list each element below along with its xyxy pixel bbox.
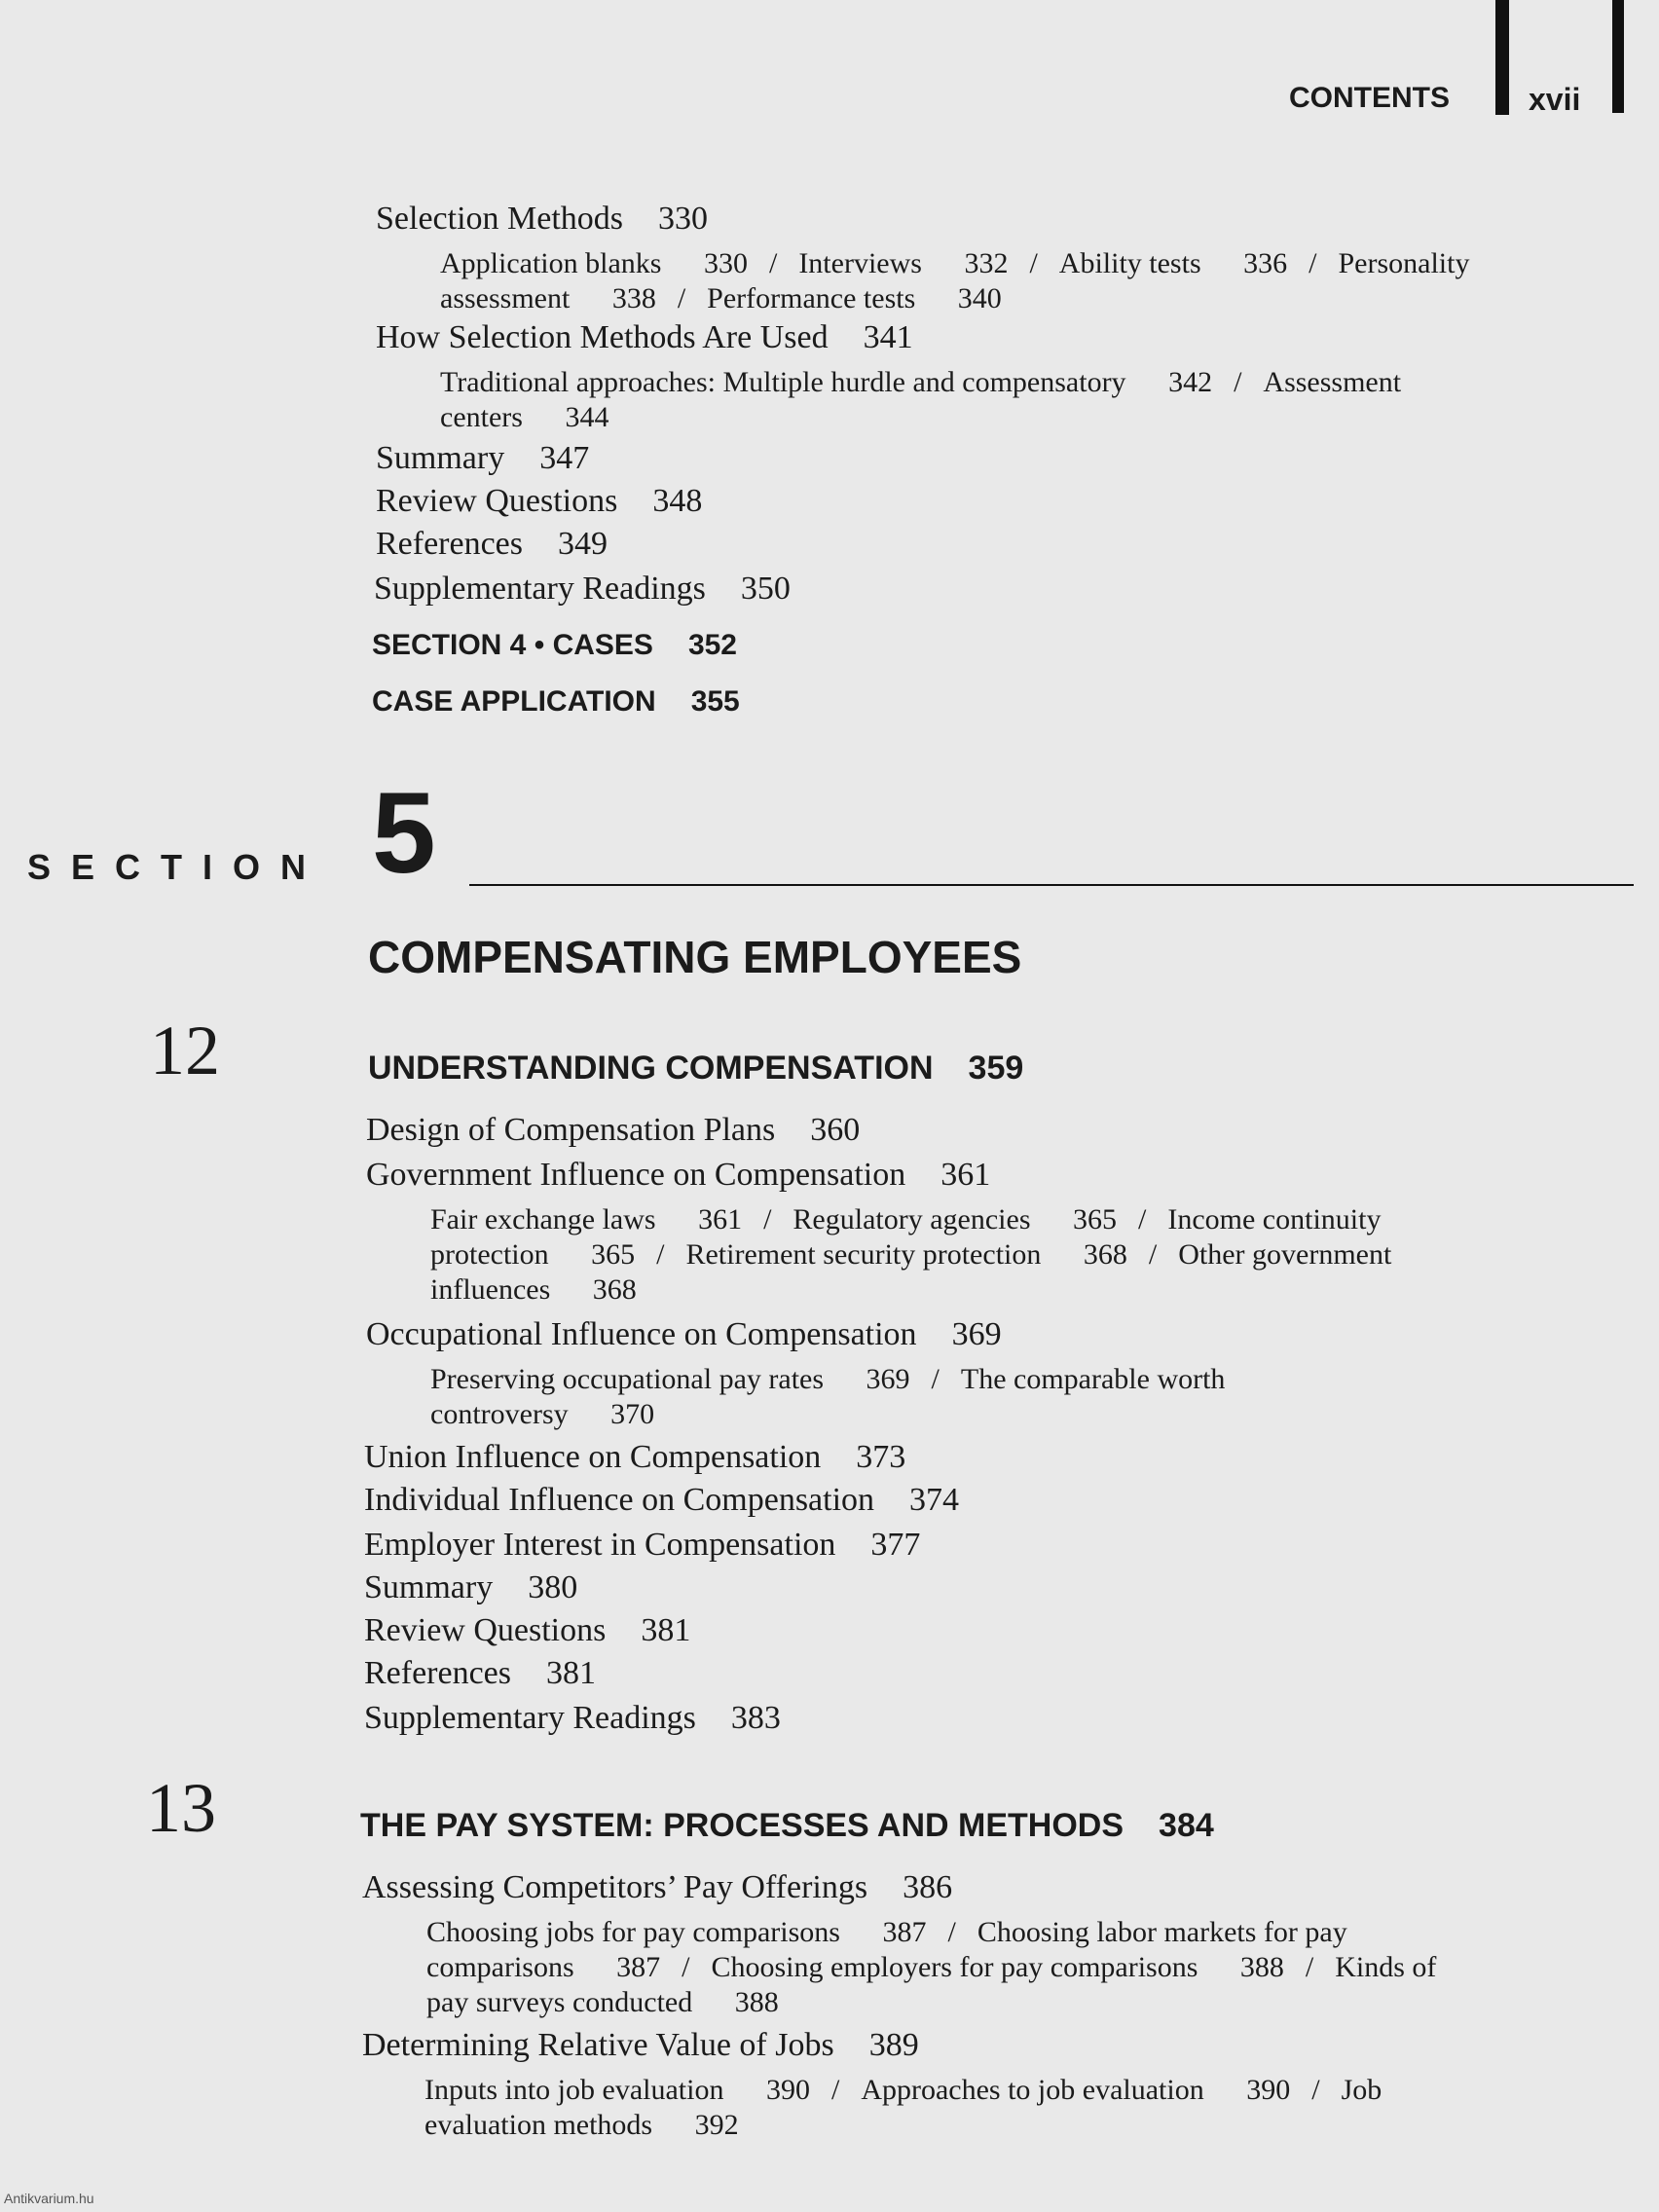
subtopic-line: comparisons 387 / Choosing employers for pay comparisons 388 / Kinds of <box>426 1951 1437 1983</box>
watermark: Antikvarium.hu <box>4 2191 94 2206</box>
chapter-title[interactable]: THE PAY SYSTEM: PROCESSES AND METHODS 384 <box>360 1807 1214 1844</box>
subtopic-line: Fair exchange laws 361 / Regulatory agencies 365 / Income continuity <box>430 1203 1382 1235</box>
toc-entry[interactable]: Union Influence on Compensation 373 <box>364 1439 906 1475</box>
chapter-number: 12 <box>150 1012 220 1089</box>
toc-entry[interactable]: Design of Compensation Plans 360 <box>366 1112 861 1148</box>
toc-entry[interactable]: Review Questions 381 <box>364 1612 691 1648</box>
toc-entry[interactable]: References 349 <box>376 526 608 562</box>
chapter-title[interactable]: UNDERSTANDING COMPENSATION 359 <box>368 1050 1024 1087</box>
header-bar-short <box>1612 0 1624 113</box>
header-label: CONTENTS <box>1289 82 1450 114</box>
subtopic-line: Choosing jobs for pay comparisons 387 / Choosing labor markets for pay <box>426 1916 1347 1948</box>
subtopic-line: controversy 370 <box>430 1398 655 1430</box>
subtopic-line: assessment 338 / Performance tests 340 <box>440 282 1002 314</box>
toc-entry[interactable]: Supplementary Readings 350 <box>374 571 791 607</box>
toc-entry[interactable]: References 381 <box>364 1655 597 1691</box>
toc-entry[interactable]: Individual Influence on Compensation 374 <box>364 1482 960 1518</box>
section4-cases[interactable]: SECTION 4 • CASES 352 <box>372 629 737 661</box>
header-bar-tall <box>1495 0 1509 115</box>
subtopic-line: centers 344 <box>440 401 609 433</box>
toc-entry[interactable]: Employer Interest in Compensation 377 <box>364 1527 921 1563</box>
subtopic-line: pay surveys conducted 388 <box>426 1986 779 2018</box>
toc-entry[interactable]: Assessing Competitors’ Pay Offerings 386 <box>362 1869 953 1905</box>
subtopic-line: Preserving occupational pay rates 369 / The comparable worth <box>430 1363 1226 1395</box>
toc-entry[interactable]: Summary 380 <box>364 1569 578 1605</box>
case-application[interactable]: CASE APPLICATION 355 <box>372 685 740 718</box>
toc-entry[interactable]: Selection Methods 330 <box>376 201 709 237</box>
toc-entry[interactable]: Determining Relative Value of Jobs 389 <box>362 2027 919 2063</box>
toc-entry[interactable]: Occupational Influence on Compensation 369 <box>366 1316 1002 1352</box>
subtopic-line: Traditional approaches: Multiple hurdle and compensatory 342 / Assessment <box>440 366 1402 398</box>
subtopic-line: influences 368 <box>430 1273 637 1306</box>
section-title: COMPENSATING EMPLOYEES <box>368 932 1022 982</box>
toc-entry[interactable]: Government Influence on Compensation 361 <box>366 1157 991 1193</box>
subtopic-line: evaluation methods 392 <box>424 2109 739 2141</box>
section-rule <box>469 884 1634 886</box>
chapter-number: 13 <box>146 1769 216 1847</box>
toc-entry[interactable]: Summary 347 <box>376 440 590 476</box>
section-word: SECTION <box>27 847 327 887</box>
toc-entry[interactable]: How Selection Methods Are Used 341 <box>376 319 913 355</box>
subtopic-line: protection 365 / Retirement security protection 368 / Other government <box>430 1238 1392 1271</box>
toc-entry[interactable]: Supplementary Readings 383 <box>364 1700 781 1736</box>
header-page-number: xvii <box>1529 82 1581 117</box>
subtopic-line: Inputs into job evaluation 390 / Approaches to job evaluation 390 / Job <box>424 2074 1382 2106</box>
toc-entry[interactable]: Review Questions 348 <box>376 483 703 519</box>
section-number: 5 <box>372 769 436 898</box>
subtopic-line: Application blanks 330 / Interviews 332 / Ability tests 336 / Personality <box>440 247 1470 279</box>
